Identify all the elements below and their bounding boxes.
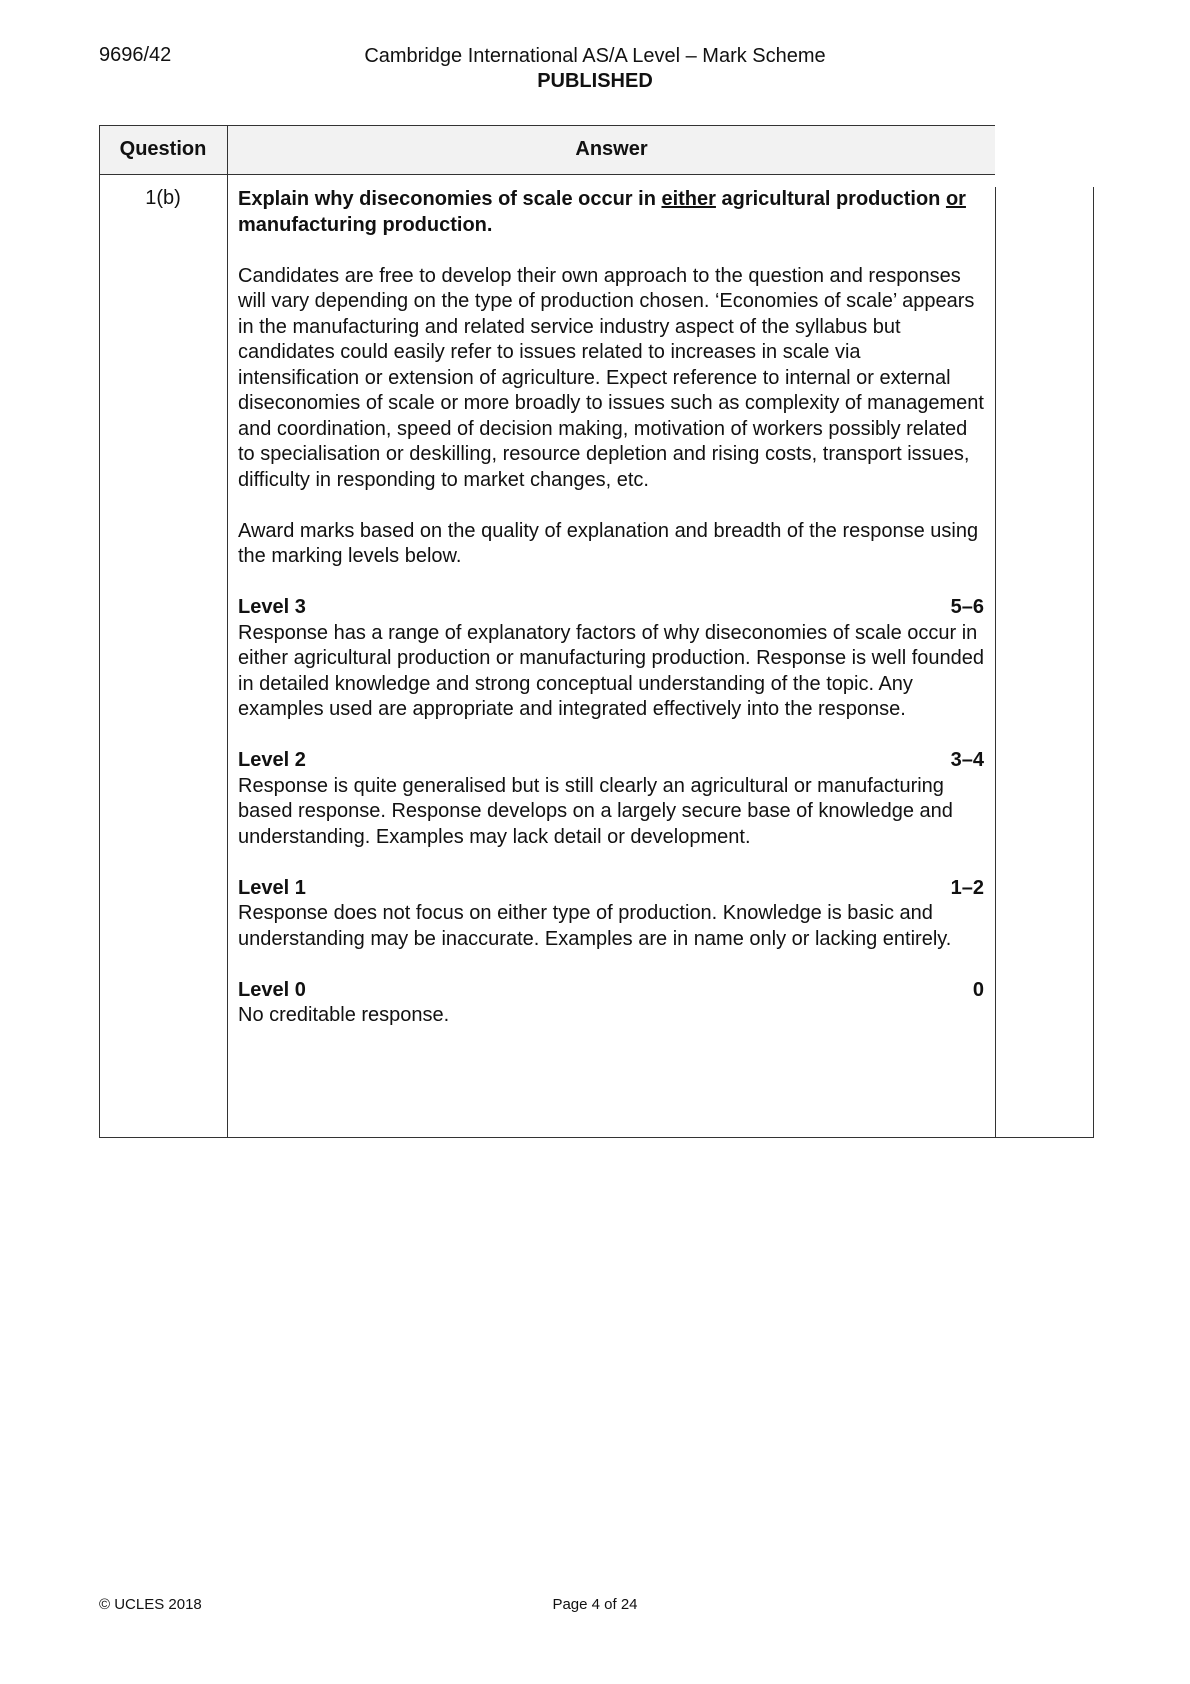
level-block (238, 876, 984, 953)
table-left-border (99, 125, 100, 1138)
level-marks: 1–2 (950, 876, 984, 899)
level-block (238, 748, 984, 850)
copyright: © UCLES 2018 (99, 1596, 202, 1613)
level-marks: 5–6 (950, 596, 984, 618)
marks-column-left-border (995, 187, 996, 1138)
header-bottom-border (99, 174, 995, 175)
answer-content (238, 187, 984, 1029)
level-block (238, 978, 984, 1029)
published-label: PUBLISHED (537, 70, 653, 92)
column-header-answer: Answer (575, 138, 648, 160)
guidance-paragraph: Candidates are free to develop their own approach to the question and responses will vary depending on the type of production chosen. ‘Economies of scale’ appears in the manufacturing and related service industry aspect of the syllabus but candidates could easily refer to issues related to increases in scale via intensification or extension of agriculture. Expect reference to internal or external diseconomies of scale or more broadly to issues such as complexity of management and coordination, speed of decision making, motivation of workers possibly related to specialisation or deskilling, resource depletion and rising costs, transport issues, difficulty in responding to market changes, etc. (238, 264, 984, 491)
question-number: 1(b) (145, 187, 181, 209)
document-header (0, 44, 1190, 94)
column-divider (227, 125, 228, 1138)
table-bottom-border (99, 1137, 1094, 1138)
table-right-border (1093, 187, 1094, 1138)
level-marks: 0 (972, 978, 984, 1001)
level-name: Level 1 (238, 876, 306, 899)
level-name: Level 2 (238, 749, 306, 771)
level-marks: 3–4 (950, 749, 984, 771)
level-descriptor: Response is quite generalised but is still clearly an agricultural or manufacturing based response. Response develops on a largely secure base of knowledge and understanding. Examples may lack detail or development. (238, 774, 953, 848)
level-name: Level 3 (238, 596, 306, 618)
page-number: Page 4 of 24 (552, 1596, 638, 1613)
mark-scheme-table (99, 125, 1094, 1138)
award-instructions: Award marks based on the quality of explanation and breadth of the response using the marking levels below. (238, 519, 979, 567)
paper-code: 9696/42 (99, 44, 172, 66)
level-name: Level 0 (238, 978, 306, 1001)
level-descriptor: Response has a range of explanatory factors of why diseconomies of scale occur in either agricultural production or manufacturing production. Response is well founded in detailed knowledge and strong conceptual understanding of the topic. Any examples used are appropriate and integrated effectively into the response. (238, 621, 984, 720)
level-block (238, 595, 984, 723)
question-prompt: Explain why diseconomies of scale occur in either agricultural production or manufacturing production. (238, 188, 966, 236)
document-title: Cambridge International AS/A Level – Mark Scheme (364, 45, 826, 67)
column-header-question: Question (119, 138, 207, 160)
level-descriptor: Response does not focus on either type of production. Knowledge is basic and understanding may be inaccurate. Examples are in name only or lacking entirely. (238, 902, 952, 950)
level-descriptor: No creditable response. (238, 1004, 450, 1026)
